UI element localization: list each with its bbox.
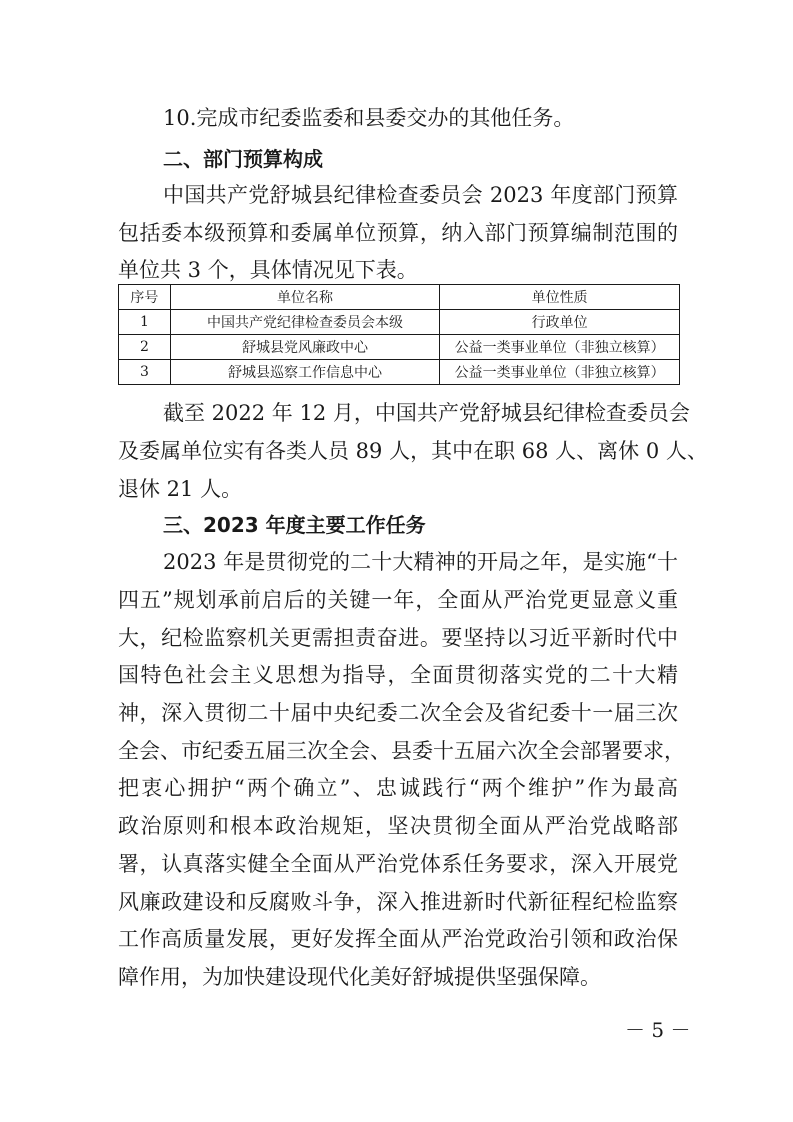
- table-cell: 舒城县巡察工作信息中心: [170, 360, 439, 385]
- para-line: 政治原则和根本政治规矩，坚决贯彻全面从严治党战略部: [118, 814, 678, 838]
- para-line: 2023 年是贯彻党的二十大精神的开局之年，是实施“十: [163, 550, 678, 574]
- table-header-row: [119, 285, 680, 310]
- para-line: 神，深入贯彻二十届中央纪委二次全会及省纪委十一届三次: [118, 701, 678, 725]
- page-number: － 5 －: [625, 1018, 691, 1042]
- table-cell: 公益一类事业单位（非独立核算）: [440, 360, 680, 385]
- section-heading-2: 二、部门预算构成: [163, 147, 323, 171]
- units-table: [118, 284, 680, 385]
- section-heading-3: 三、2023 年度主要工作任务: [163, 513, 426, 537]
- para-line: 退休 21 人。: [118, 477, 243, 501]
- para-line: 把衷心拥护“两个确立”、忠诚践行“两个维护”作为最高: [118, 776, 678, 800]
- para-line: 包括委本级预算和委属单位预算，纳入部门预算编制范围的: [118, 221, 678, 245]
- para-line: 四五”规划承前启后的关键一年，全面从严治党更显意义重: [118, 588, 678, 612]
- para-line: 国特色社会主义思想为指导，全面贯彻落实党的二十大精: [118, 663, 678, 687]
- table-cell: 2: [119, 335, 171, 360]
- table-cell: 1: [119, 310, 171, 335]
- table-row: [119, 310, 680, 335]
- table-row: [119, 335, 680, 360]
- para-line: 风廉政建设和反腐败斗争，深入推进新时代新征程纪检监察: [118, 890, 678, 914]
- table-cell: 3: [119, 360, 171, 385]
- table-header-cell: 单位名称: [170, 285, 439, 310]
- para-line: 大，纪检监察机关更需担责奋进。要坚持以习近平新时代中: [118, 626, 678, 650]
- table-cell: 中国共产党纪律检查委员会本级: [170, 310, 439, 335]
- table-header-cell: 单位性质: [440, 285, 680, 310]
- para-line: 及委属单位实有各类人员 89 人，其中在职 68 人、离休 0 人、: [118, 439, 708, 463]
- table-row: [119, 360, 680, 385]
- para-line: 署，认真落实健全全面从严治党体系任务要求，深入开展党: [118, 852, 678, 876]
- table-cell: 公益一类事业单位（非独立核算）: [440, 335, 680, 360]
- table-cell: 舒城县党风廉政中心: [170, 335, 439, 360]
- para-line: 全会、市纪委五届三次全会、县委十五届六次全会部署要求，: [118, 739, 685, 763]
- para-line: 工作高质量发展，更好发挥全面从严治党政治引领和政治保: [118, 927, 678, 951]
- para-line: 障作用，为加快建设现代化美好舒城提供坚强保障。: [118, 965, 601, 989]
- item-10: 10.完成市纪委监委和县委交办的其他任务。: [163, 106, 575, 130]
- para-line: 单位共 3 个，具体情况见下表。: [118, 258, 418, 282]
- para-line: 中国共产党舒城县纪律检查委员会 2023 年度部门预算: [163, 183, 678, 207]
- para-line: 截至 2022 年 12 月，中国共产党舒城县纪律检查委员会: [163, 401, 690, 425]
- table-cell: 行政单位: [440, 310, 680, 335]
- table-header-cell: 序号: [119, 285, 171, 310]
